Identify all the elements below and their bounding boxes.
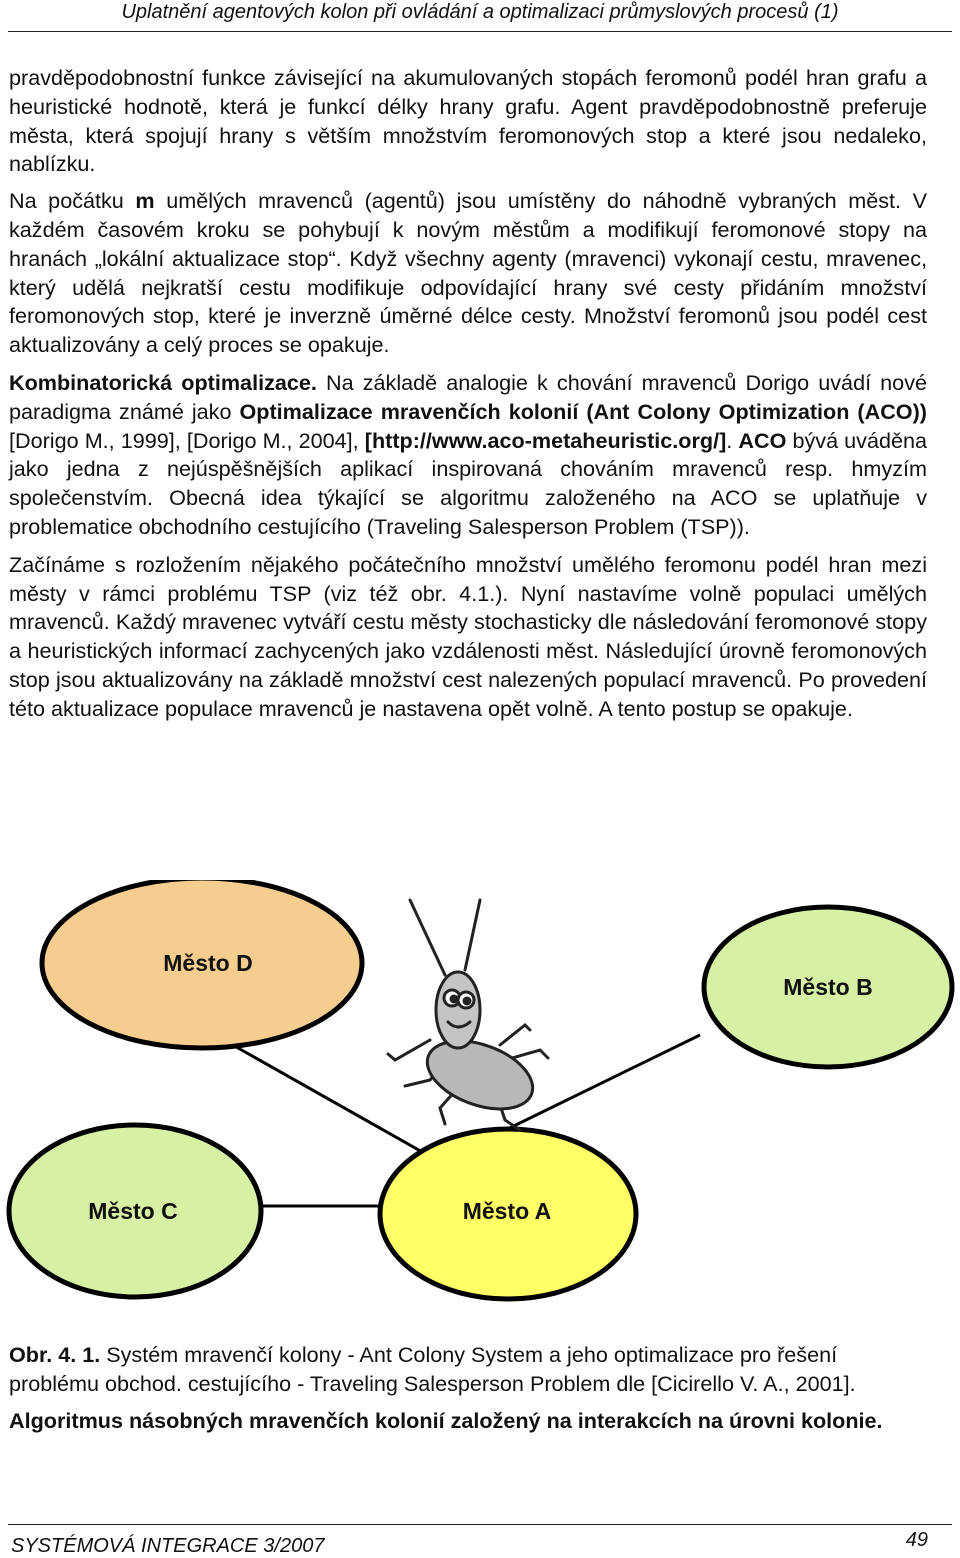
paragraph-3-part-a: Na základě analogie k chování mravenců Dorigo uvádí nové paradigma známé jako bbox=[9, 369, 927, 424]
paragraph-3 bbox=[9, 369, 927, 542]
running-title: Uplatnění agentových kolon při ovládání a optimalizaci průmyslových procesů (1) bbox=[121, 1, 839, 23]
paragraph-2-start: Na počátku bbox=[9, 188, 136, 214]
city-b-label: Město B bbox=[783, 974, 873, 1000]
section-heading: Kombinatorická optimalizace. bbox=[9, 369, 317, 395]
journal-name: SYSTÉMOVÁ INTEGRACE 3/2007 bbox=[11, 1535, 325, 1557]
city-a-label: Město A bbox=[462, 1198, 552, 1224]
figure-ant-colony-diagram bbox=[0, 880, 960, 1320]
page-header bbox=[8, 0, 952, 32]
page-footer bbox=[8, 1524, 952, 1557]
caption-body: Systém mravenčí kolony - Ant Colony System a jeho optimalizace pro řešení problému obchod. cestujícího - Traveling Salesperson Problem dle [Cicirello V. A., 2001]. bbox=[9, 1342, 856, 1396]
caption-label: Obr. 4. 1. bbox=[9, 1342, 101, 1367]
paragraph-1: pravděpodobnostní funkce závisející na akumulovaných stopách feromonů podél hran grafu a heuristické hodnotě, která je funkcí délky hrany grafu. Agent pravděpodobnostně preferuje města, která spojují hrany s větším množstvím feromonových stop a které jsou nedaleko, nablízku. bbox=[9, 65, 927, 177]
paragraph-3-citations: [Dorigo M., 1999], [Dorigo M., 2004], bbox=[9, 427, 365, 453]
aco-abbrev: ACO bbox=[738, 427, 787, 453]
caption-text bbox=[9, 1341, 927, 1399]
diagram-canvas bbox=[0, 880, 960, 1320]
paragraph-4: Začínáme s rozložením nějakého počátečního množství umělého feromonu podél hran mezi městy v rámci problému TSP (viz též obr. 4.1.). Nyní nastavíme volně populaci umělých mravenců. Každý mravenec vytváří cestu městy stochasticky dle následování feromonové stopy a heuristických informací zachycených jako vzdálenosti měst. Následující úrovně feromonových stop jsou aktualizovány na základě množství cest nalezených populací mravenců. Po provedení této aktualizace populace mravenců je nastavena opět volně. A tento postup se opakuje. bbox=[9, 551, 927, 721]
aco-url-link[interactable]: [http://www.aco-metaheuristic.org/] bbox=[364, 427, 727, 453]
paragraph-3-part-d: bývá uváděna jako jedna z nejúspěšnějších aplikací inspirovaná chováním mravenců resp. hmyzím společenstvím. Obecná idea týkající se algoritmu založeného na ACO se uplatňuje v problematice obchodního cestujícího (Traveling Salesperson Problem (TSP)). bbox=[9, 427, 928, 539]
city-d-label: Město D bbox=[163, 950, 253, 976]
algorithm-heading-text: Algoritmus násobných mravenčích kolonií založený na interakcích na úrovni kolonie. bbox=[9, 1407, 883, 1433]
paragraph-2 bbox=[9, 187, 927, 360]
paragraph-2-m: m bbox=[135, 188, 155, 214]
paragraph-2-rest: umělých mravenců (agentů) jsou umístěny do náhodně vybraných měst. V každém časovém kroku se pohybují k novým městům a modifikují feromonové stopy na hranách „lokální aktualizace stop“. Když všechny agenty (mravenci) vykonají cestu, mravenec, který udělá nejkratší cestu modifikuje odpovídající hrany své cesty přidáním množství feromonových stop, které je inverzně úměrné délce cesty. Množství feromonů jsou podél cest aktualizovány a celý proces se opakuje. bbox=[9, 188, 928, 358]
aco-term: Optimalizace mravenčích kolonií (Ant Colony Optimization (ACO)) bbox=[239, 398, 927, 424]
city-c-label: Město C bbox=[88, 1198, 178, 1224]
body-text bbox=[9, 64, 927, 733]
paragraph-3-part-c: . bbox=[726, 427, 739, 453]
algorithm-heading bbox=[9, 1407, 927, 1436]
page-number: 49 bbox=[905, 1529, 928, 1551]
figure-caption bbox=[9, 1341, 927, 1443]
ant-icon bbox=[388, 900, 548, 1130]
